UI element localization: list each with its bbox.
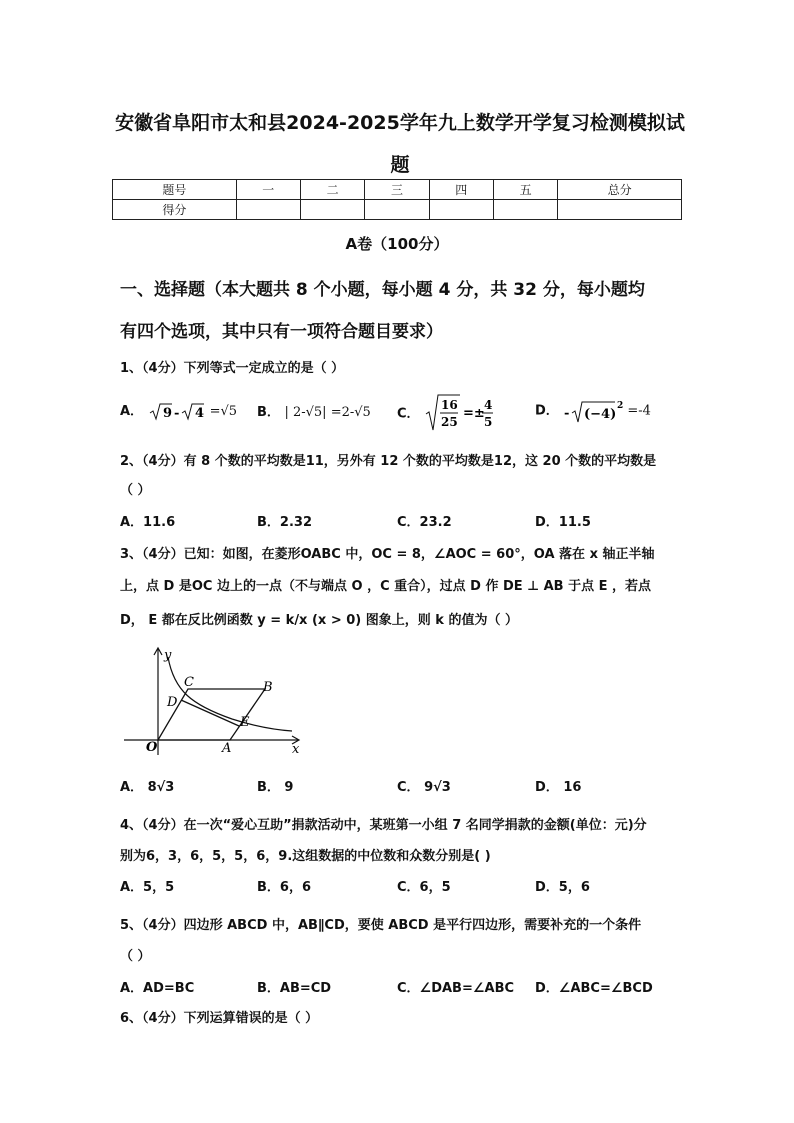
svg-text:=±: =± xyxy=(463,406,485,421)
score-table-score-row xyxy=(113,200,682,220)
q3-stem-line2: 上，点 D 是OC 边上的一点（不与端点 O ，C 重合），过点 D 作 DE ⊥ AB 于点 E ，若点 xyxy=(120,579,652,594)
score-table-cell: 五 xyxy=(493,180,557,200)
exam-title-line1: 安徽省阜阳市太和县2024-2025学年九上数学开学复习检测模拟试 xyxy=(115,112,685,134)
score-table xyxy=(112,179,682,220)
score-table-cell: 总分 xyxy=(558,180,682,200)
q4-option-d[interactable]: D．5，6 xyxy=(535,880,590,895)
q3-option-a[interactable]: A． 8√3 xyxy=(120,780,175,795)
score-input-cell[interactable] xyxy=(558,200,682,220)
q5-option-d[interactable]: D．∠ABC=∠BCD xyxy=(535,981,653,996)
q5-stem: 5、（4分）四边形 ABCD 中，AB∥CD，要使 ABCD 是平行四边形，需要补充的一个条件 xyxy=(120,918,642,933)
score-table-row-label: 得分 xyxy=(113,200,237,220)
q3-stem-line3: D， E 都在反比例函数 y = k/x (x > 0) 图象上，则 k 的值为（ ） xyxy=(120,613,518,628)
score-table-header-row xyxy=(113,180,682,200)
q6-stem: 6、（4分）下列运算错误的是（ ） xyxy=(120,1011,319,1026)
q1-option-c-formula xyxy=(424,392,496,432)
q4-option-a[interactable]: A．5，5 xyxy=(120,880,175,895)
svg-text:9: 9 xyxy=(162,405,172,421)
svg-text:4: 4 xyxy=(194,405,204,421)
label-d: D xyxy=(167,695,178,710)
q1-option-a-label: A． xyxy=(120,404,144,419)
svg-text:-: - xyxy=(564,406,570,421)
q1-option-d-label: D． xyxy=(535,403,559,419)
q4-option-b[interactable]: B．6，6 xyxy=(257,880,311,895)
q3-option-b[interactable]: B． 9 xyxy=(257,780,294,795)
q1-option-a-formula xyxy=(148,402,210,422)
svg-text:4: 4 xyxy=(484,398,493,412)
svg-text:16: 16 xyxy=(441,398,458,412)
score-table-cell: 四 xyxy=(429,180,493,200)
exam-title-line2: 题 xyxy=(390,154,410,176)
q1-option-b-label: B． xyxy=(257,405,280,420)
label-x: x xyxy=(292,742,300,757)
q2-paren: （ ） xyxy=(120,483,151,498)
score-table-cell: 二 xyxy=(300,180,364,200)
q1-option-d-formula xyxy=(563,398,627,424)
part1-heading-line1: 一、选择题（本大题共 8 个小题，每小题 4 分，共 32 分，每小题均 xyxy=(120,280,645,300)
q5-option-b[interactable]: B．AB=CD xyxy=(257,981,332,996)
q1-option-c-label: C． xyxy=(397,406,420,422)
q2-option-c[interactable]: C．23.2 xyxy=(397,515,452,530)
q3-option-d[interactable]: D． 16 xyxy=(535,780,582,795)
score-input-cell[interactable] xyxy=(429,200,493,220)
q1-option-b-text: | 2-√5| =2-√5 xyxy=(284,405,371,420)
part1-heading-line2: 有四个选项，其中只有一项符合题目要求） xyxy=(120,322,443,342)
segment-de xyxy=(181,700,239,726)
q4-option-c[interactable]: C．6，5 xyxy=(397,880,451,895)
q2-option-b[interactable]: B．2.32 xyxy=(257,515,312,530)
q5-option-c[interactable]: C．∠DAB=∠ABC xyxy=(397,981,515,996)
label-b: B xyxy=(263,680,273,695)
label-y: y xyxy=(164,648,172,663)
q5-option-a[interactable]: A．AD=BC xyxy=(120,981,195,996)
q1-stem: 1、（4分）下列等式一定成立的是（ ） xyxy=(120,361,345,376)
q3-rhombus-figure xyxy=(122,643,307,758)
q1-option-a-tail: =√5 xyxy=(209,404,238,419)
score-table-cell: 三 xyxy=(365,180,429,200)
q3-option-c[interactable]: C． 9√3 xyxy=(397,780,451,795)
q2-option-d[interactable]: D．11.5 xyxy=(535,515,591,530)
q1-option-a[interactable] xyxy=(120,400,237,422)
label-c: C xyxy=(184,675,194,690)
score-input-cell[interactable] xyxy=(365,200,429,220)
q1-option-b[interactable] xyxy=(257,401,371,420)
svg-text:-: - xyxy=(173,405,179,421)
score-input-cell[interactable] xyxy=(236,200,300,220)
score-table-cell: 一 xyxy=(236,180,300,200)
label-a: A xyxy=(222,741,232,756)
q5-paren: （ ） xyxy=(120,949,151,964)
svg-text:2: 2 xyxy=(617,401,624,411)
score-table-cell: 题号 xyxy=(113,180,237,200)
label-o: O xyxy=(146,740,158,755)
svg-text:25: 25 xyxy=(441,415,458,429)
svg-text:(−4): (−4) xyxy=(584,407,617,422)
score-input-cell[interactable] xyxy=(300,200,364,220)
label-e: E xyxy=(240,715,250,730)
section-a-heading: A卷（100分） xyxy=(345,235,449,253)
q4-stem-line2: 别为6，3，6，5，5，6，9.这组数据的中位数和众数分别是( ) xyxy=(120,849,491,864)
svg-text:5: 5 xyxy=(484,415,493,429)
q1-option-d-tail: =-4 xyxy=(627,403,651,419)
q2-stem: 2、（4分）有 8 个数的平均数是11，另外有 12 个数的平均数是12，这 20 个数的平均数是 xyxy=(120,454,657,469)
score-input-cell[interactable] xyxy=(493,200,557,220)
q3-stem-line1: 3、（4分）已知：如图，在菱形OABC 中，OC = 8，∠AOC = 60°，OA 落在 x 轴正半轴 xyxy=(120,547,655,562)
q2-option-a[interactable]: A．11.6 xyxy=(120,515,176,530)
q4-stem-line1: 4、（4分）在一次“爱心互助”捐款活动中，某班第一小组 7 名同学捐款的金额(单位：元)分 xyxy=(120,818,647,833)
hyperbola-curve xyxy=(168,657,292,731)
q1-option-d[interactable] xyxy=(535,398,651,424)
q1-option-c[interactable] xyxy=(397,392,496,432)
